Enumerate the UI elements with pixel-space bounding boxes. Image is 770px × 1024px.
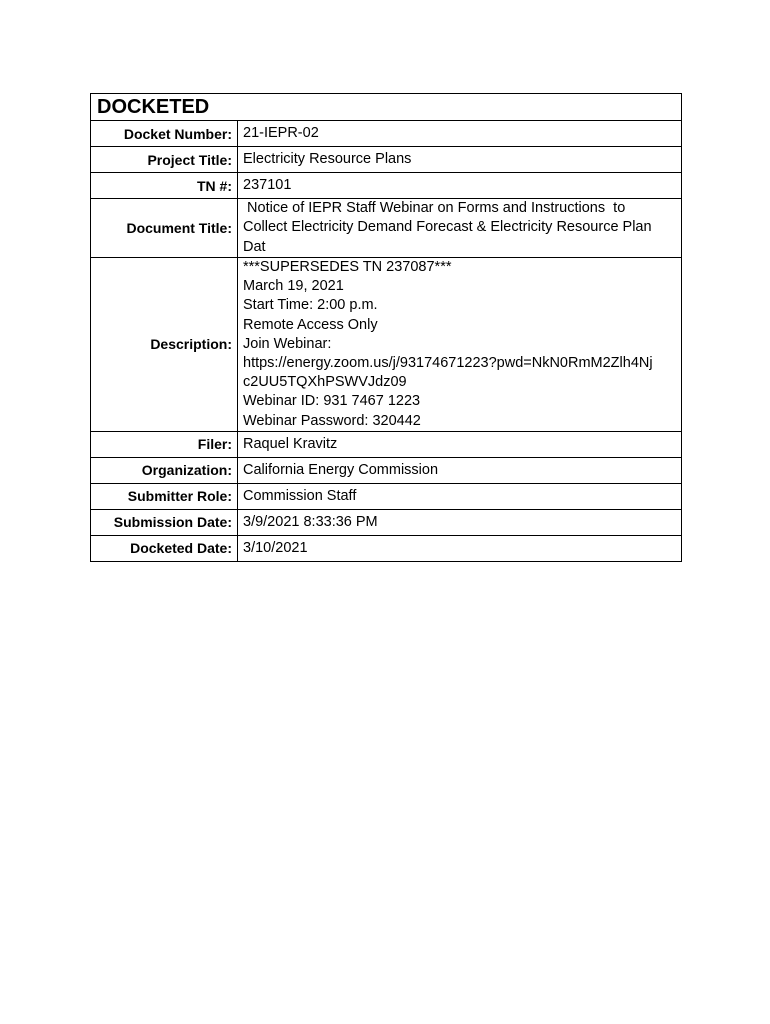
description-line: Remote Access Only (243, 316, 378, 333)
tn-value: 237101 (238, 173, 682, 199)
description-line: Join Webinar: (243, 335, 332, 352)
document-title-line: Dat (243, 238, 266, 255)
tn-label: TN #: (91, 173, 238, 199)
project-title-label: Project Title: (91, 147, 238, 173)
docket-number-row (91, 121, 682, 147)
docketed-date-row (91, 535, 682, 561)
description-webinar-link: https://energy.zoom.us/j/93174671223?pwd=NkN0RmM2Zlh4Nj (243, 355, 653, 372)
organization-value: California Energy Commission (238, 457, 682, 483)
document-title-label: Document Title: (91, 199, 238, 258)
docketed-date-label: Docketed Date: (91, 535, 238, 561)
description-line: Webinar Password: 320442 (243, 412, 421, 429)
organization-label: Organization: (91, 457, 238, 483)
description-row (91, 258, 682, 432)
description-line: Webinar ID: 931 7467 1223 (243, 393, 421, 410)
project-title-row (91, 147, 682, 173)
description-line: ***SUPERSEDES TN 237087*** (243, 259, 452, 275)
docket-number-value: 21-IEPR-02 (238, 121, 682, 147)
description-value (238, 258, 682, 432)
submission-date-label: Submission Date: (91, 509, 238, 535)
description-line: Start Time: 2:00 p.m. (243, 297, 378, 314)
organization-row (91, 457, 682, 483)
submitter-role-row (91, 483, 682, 509)
document-title-row (91, 199, 682, 258)
docket-cover-table (90, 93, 682, 562)
filer-row (91, 431, 682, 457)
document-title-line: Notice of IEPR Staff Webinar on Forms and Instructions to (243, 200, 626, 217)
filer-label: Filer: (91, 431, 238, 457)
document-title-value (238, 199, 682, 258)
description-label: Description: (91, 258, 238, 432)
docketed-heading: DOCKETED (91, 94, 682, 121)
submission-date-value: 3/9/2021 8:33:36 PM (238, 509, 682, 535)
filer-value: Raquel Kravitz (238, 431, 682, 457)
document-title-line: Collect Electricity Demand Forecast & Electricity Resource Plan (243, 219, 652, 236)
description-line: c2UU5TQXhPSWVJdz09 (243, 374, 407, 391)
docketed-date-value: 3/10/2021 (238, 535, 682, 561)
project-title-value: Electricity Resource Plans (238, 147, 682, 173)
submitter-role-label: Submitter Role: (91, 483, 238, 509)
tn-row (91, 173, 682, 199)
description-line: March 19, 2021 (243, 278, 344, 295)
submission-date-row (91, 509, 682, 535)
docket-number-label: Docket Number: (91, 121, 238, 147)
submitter-role-value: Commission Staff (238, 483, 682, 509)
